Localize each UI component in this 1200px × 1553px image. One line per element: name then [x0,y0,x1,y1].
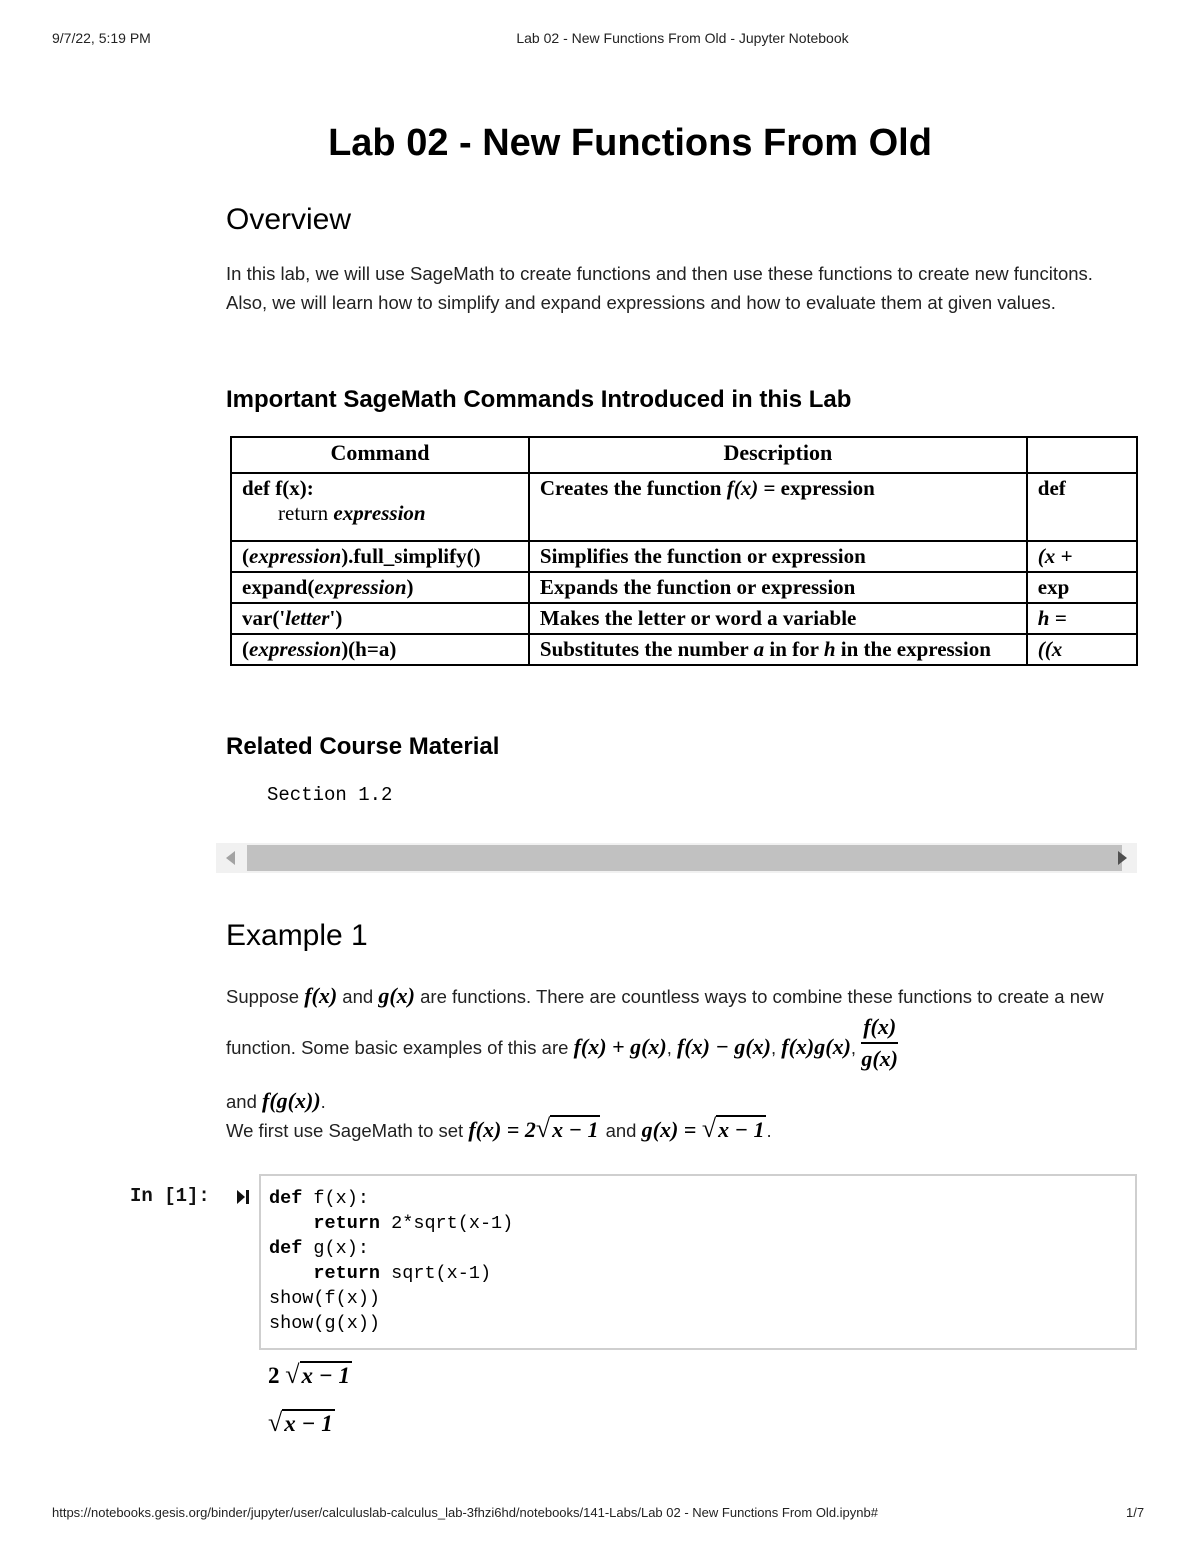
print-title: Lab 02 - New Functions From Old - Jupyter Notebook [516,30,849,46]
table-cell-description: Expands the function or expression [529,572,1027,603]
code-line: return 2*sqrt(x-1) [269,1213,514,1234]
code-line: def f(x): [269,1188,369,1209]
related-heading: Related Course Material [226,733,500,760]
table-header-description: Description [529,437,1027,473]
cell-output-1: 2 √x − 1 [268,1360,350,1389]
table-header-example [1027,437,1137,473]
related-section: Section 1.2 [267,784,393,806]
table-row [231,473,1137,541]
sqrt-icon: √ [268,1408,283,1437]
example1-paragraph-1: Suppose f(x) and g(x) are functions. There are countless ways to combine these functions to create a new function. Some basic examples of this are f(x) + g(x), f(x) − g(x), f(x)g(x), $\frac{f(x)}{g(x)}$ and f(g(x)). [226,983,1104,1113]
overview-heading: Overview [226,203,352,236]
sqrt-icon: √ [535,1114,551,1143]
sqrt-expression: √x − 1 [268,1408,333,1437]
table-cell-description: Makes the letter or word a variable [529,603,1027,634]
scroll-left-icon[interactable] [226,851,235,865]
scrollbar-thumb[interactable] [247,845,1122,871]
table-row [231,634,1137,665]
run-cell-icon[interactable] [236,1188,250,1206]
sqrt-expression: √x − 1 [535,1114,599,1143]
code-line: show(f(x)) [269,1288,381,1309]
table-cell-command: (expression).full_simplify() [231,541,529,572]
print-date: 9/7/22, 5:19 PM [52,30,151,46]
notebook-title: Lab 02 - New Functions From Old [328,122,932,164]
table-cell-example: (x + [1027,541,1137,572]
commands-table [230,436,1138,666]
table-cell-example: def [1027,473,1137,541]
table-header-row [231,437,1137,473]
code-line: return sqrt(x-1) [269,1263,492,1284]
commands-table-viewport [230,436,1138,694]
sqrt-icon: √ [285,1360,300,1389]
cell-prompt: In [1]: [130,1185,210,1207]
code-line: show(g(x)) [269,1313,381,1334]
example1-paragraph-2: We first use SageMath to set f(x) = 2√x − 1 and g(x) = √x − 1 . [226,1114,772,1143]
table-cell-command: def f(x): return expression [231,473,529,541]
table-row [231,603,1137,634]
table-cell-example: h = [1027,603,1137,634]
table-cell-command: var('letter') [231,603,529,634]
cell-output-2 [268,1408,335,1438]
scroll-right-icon[interactable] [1118,851,1127,865]
commands-heading: Important SageMath Commands Introduced in this Lab [226,386,852,413]
code-editor[interactable] [261,1176,1135,1346]
print-page-number: 1/7 [1126,1505,1145,1520]
table-row [231,541,1137,572]
table-cell-description: Substitutes the number a in for h in the expression [529,634,1027,665]
example1-heading: Example 1 [226,919,368,952]
sqrt-expression: √x − 1 [285,1360,350,1389]
table-row [231,572,1137,603]
code-cell-input[interactable] [259,1174,1137,1350]
table-cell-command: (expression)(h=a) [231,634,529,665]
overview-text: In this lab, we will use SageMath to create functions and then use these functions to create new funcitons. Also, we will learn how to simplify and expand expressions and how to evaluate them at given values. [226,263,1093,313]
table-cell-command: expand(expression) [231,572,529,603]
code-line: def g(x): [269,1238,369,1259]
table-cell-example: ((x [1027,634,1137,665]
table-cell-description: Creates the function f(x) = expression [529,473,1027,541]
print-header [0,30,1200,50]
sqrt-expression: √x − 1 [701,1114,765,1143]
sqrt-icon: √ [701,1114,717,1143]
table-cell-example: exp [1027,572,1137,603]
quotient-fraction: $\frac{f(x)}{g(x)}$ [861,1014,898,1071]
horizontal-scrollbar[interactable] [216,843,1137,873]
print-url: https://notebooks.gesis.org/binder/jupyter/user/calculuslab-calculus_lab-3fhzi6hd/notebooks/141-Labs/Lab 02 - New Functions From Old.ipynb# [52,1505,878,1520]
table-header-command: Command [231,437,529,473]
table-cell-description: Simplifies the function or expression [529,541,1027,572]
